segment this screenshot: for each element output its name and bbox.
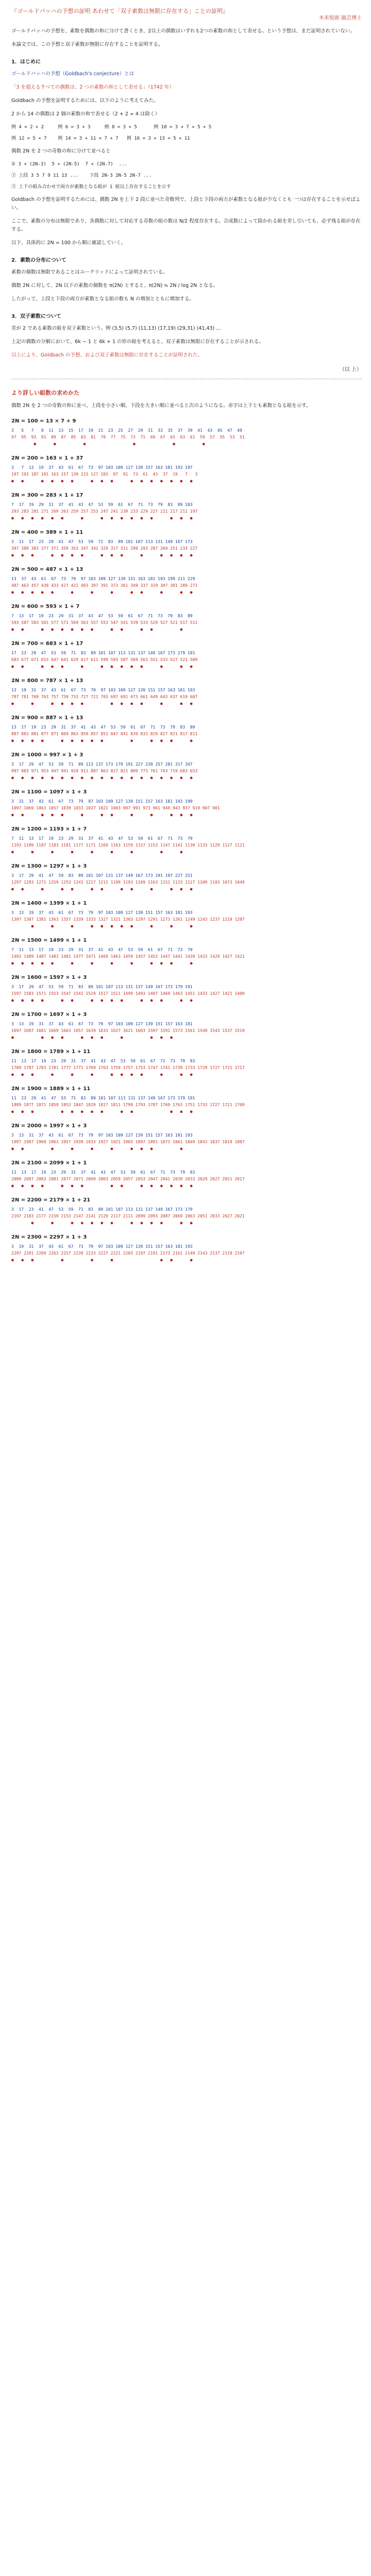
block-line: 例 4 = 2 + 2 例 6 = 3 + 3 例 8 = 3 + 5 例 10 = 3 + 7 = 5 + 5	[11, 125, 212, 130]
prime-pair-markers: ● ● ● ● ● ● ● ● ● ● ● ● ●	[11, 590, 193, 595]
number-section-title: 2N = 800 = 787 × 1 + 13	[11, 678, 83, 684]
number-section-title: 2N = 1400 = 1399 × 1 + 1	[11, 901, 87, 906]
number-section-title: 2N = 500 = 487 × 1 + 13	[11, 567, 83, 572]
number-section-title: 2N = 1700 = 1697 × 1 + 3	[11, 1012, 87, 1018]
prime-pair-markers: ● ● ● ● ● ●	[11, 442, 205, 446]
number-rowset	[11, 538, 362, 558]
upper-number-row: 3 17 23 41 47 53 59 71 83 89 101 107 113 131 137 149 167 173 179	[11, 1207, 193, 1212]
upper-number-row: 11 13 17 19 23 29 31 37 41 43 47 53 59 61 67 71 73 79 83	[11, 1170, 195, 1175]
conclusion-text: 以上により、Goldbach の予想、および双子素数は無限に存在することが証明された。	[11, 352, 203, 358]
number-rowset	[11, 835, 362, 855]
number-rowset	[11, 427, 362, 447]
number-section-title: 2N = 2000 = 1997 × 1 + 3	[11, 1123, 87, 1129]
lower-number-row: 787 781 769 763 757 739 733 727 721 703 697 691 673 661 649 643 637 619 607	[11, 694, 198, 699]
number-rowset	[11, 909, 362, 929]
lower-number-row: 1789 1787 1783 1781 1777 1771 1769 1763 1759 1757 1753 1747 1741 1739 1733 1729 1727 1721 1717	[11, 1065, 245, 1070]
lower-number-row: 487 463 457 439 433 427 421 403 397 391 373 361 349 337 319 307 301 289 271	[11, 583, 198, 588]
upper-number-row: 7 11 13 17 19 23 29 31 37 41 43 47 53 59 61 67 71 73 79	[11, 947, 193, 952]
number-rowset	[11, 761, 362, 781]
prime-pair-markers: ● ● ● ● ● ● ● ● ● ● ● ● ●	[11, 1109, 193, 1114]
prime-pair-markers: ● ● ● ● ● ● ● ● ● ● ● ● ●	[11, 627, 183, 632]
prime-pair-markers: ● ● ● ● ● ● ● ● ● ● ● ● ● ● ● ●	[11, 516, 193, 520]
part3-text-2: 上記の偶数の分解において、6k − 1 と 6k + 1 の形の組を考えると、双子素数は無限に存在することが示される。	[11, 339, 264, 345]
number-section-title: 2N = 1100 = 1097 × 1 + 3	[11, 789, 87, 795]
prime-pair-markers: ● ● ● ● ● ● ● ● ● ● ● ● ● ●	[11, 664, 193, 669]
upper-number-row: 13 17 19 23 29 31 37 41 43 47 53 59 61 67 71 73 79 83 89	[11, 725, 195, 730]
body-text-3: 以下、具体的に 2N = 100 から順に確認していく。	[11, 240, 126, 246]
prime-pair-markers: ● ● ● ● ● ● ● ● ● ● ● ● ● ● ●	[11, 1183, 193, 1188]
upper-number-row: 7 17 19 29 31 37 41 43 47 53 59 61 67 71 73 79 83 89 103	[11, 502, 193, 507]
section1-text-2: 「3 を超えるすべての偶数は、2 つの素数の和として表せる」（1742 年）	[11, 84, 174, 90]
upper-number-row: 11 23 29 41 47 53 71 83 89 101 107 113 131 137 149 167 173 179 191	[11, 1096, 195, 1100]
lower-number-row: 1597 1583 1571 1553 1547 1541 1529 1517 1511 1499 1493 1487 1469 1463 1451 1433 1427 1421 1409	[11, 991, 245, 996]
number-section-title: 2N = 1500 = 1499 × 1 + 1	[11, 938, 87, 943]
part2-text-1: 素数の個数は無限であることはユークリッドによって証明されている。	[11, 269, 168, 275]
lower-number-row: 397 389 383 377 371 359 353 347 341 329 317 311 299 293 287 269 251 233 227	[11, 546, 198, 551]
lower-number-row: 1193 1189 1187 1183 1181 1177 1171 1169 1163 1159 1157 1153 1147 1141 1139 1133 1129 1127 1121	[11, 843, 245, 848]
prime-pair-markers: ● ● ● ● ● ● ● ● ● ● ●	[11, 1035, 173, 1040]
number-section-title: 2N = 900 = 887 × 1 + 13	[11, 715, 83, 721]
lower-number-row: 997 983 971 953 947 941 929 911 887 863 827 821 809 773 761 743 719 683 653	[11, 769, 198, 773]
lower-number-row: 683 677 671 653 647 641 629 617 611 599 593 587 569 563 551 533 527 521 509	[11, 657, 198, 662]
document-author: 木米悦郎 園芸博士	[318, 15, 362, 21]
lower-number-row: 2089 2087 2083 2081 2077 2071 2069 2063 2059 2057 2053 2047 2041 2039 2033 2029 2027 2021 2017	[11, 1177, 245, 1181]
conclusion-sign: （以 上）	[339, 367, 362, 372]
number-rowset	[11, 984, 362, 1004]
number-rowset	[11, 798, 362, 818]
number-rowset	[11, 1132, 362, 1152]
block-line: ① 3 + (2N-3) 5 + (2N-5) 7 + (2N-7) ...	[11, 162, 127, 167]
prime-pair-markers: ● ● ● ● ● ● ● ● ●	[11, 1258, 193, 1262]
number-section-title: 2N = 1200 = 1193 × 1 + 7	[11, 826, 87, 832]
prime-pair-markers: ● ● ● ● ● ● ● ● ● ● ● ● ●	[11, 812, 193, 817]
lower-number-row: 2197 2183 2177 2159 2153 2147 2141 2129 2117 2111 2099 2093 2087 2069 2063 2051 2033 2027 2021	[11, 1214, 245, 1218]
upper-number-row: 13 19 31 37 43 61 67 73 79 97 103 109 127 139 151 157 163 181 193	[11, 688, 195, 692]
lower-number-row: 593 587 583 581 577 571 569 563 557 553 547 541 539 533 529 527 521 517 511	[11, 620, 198, 625]
part2-heading: 2．素数の分布について	[11, 258, 66, 263]
number-section-title: 2N = 1000 = 997 × 1 + 3	[11, 752, 83, 758]
number-section-title: 2N = 1600 = 1597 × 1 + 3	[11, 975, 87, 980]
section1-text-3: Goldbach の予想を証明するためには、以下のように考えてみた。	[11, 98, 159, 104]
part2-text-3: したがって、上段と下段の両方が素数となる組の数も N の増加とともに増加する。	[11, 296, 194, 302]
document-title: 『ゴールドバッハの予想の証明 あわせて「双子素数は無限に存在する」ことの証明』	[11, 8, 229, 14]
number-rowset	[11, 946, 362, 967]
lower-number-row: 1997 1987 1969 1963 1957 1939 1933 1927 1921 1903 1897 1891 1873 1861 1849 1843 1837 1819 1807	[11, 1140, 245, 1144]
number-section-title: 2N = 400 = 389 × 1 + 11	[11, 530, 83, 535]
lower-number-row: 1097 1069 1063 1057 1039 1033 1027 1021 1003 997 991 973 961 949 943 937 919 907 901	[11, 806, 220, 810]
upper-number-row: 3 17 29 47 53 59 71 89 113 137 173 179 191 227 239 257 281 317 347	[11, 762, 193, 767]
number-rowset	[11, 501, 362, 521]
number-rowset	[11, 1095, 362, 1115]
number-rowset	[11, 650, 362, 670]
block-caption-1: 2 から 14 の偶数は 2 個の素数の和で表せる（2 + 2 = 4 は除く）	[11, 111, 160, 117]
intro-paragraph-2: 本論文では、この予想と双子素数が無限に存在することを証明する。	[11, 42, 163, 47]
prime-pair-markers: ● ● ● ● ● ● ● ● ● ● ● ● ● ● ● ●	[11, 479, 193, 483]
body-text-2: ここで、素数の分布は無限であり、各偶数に対して対応する奇数の組の数は N/2 程度存在する。合成数によって除かれる組を差し引いても、必ず残る組が存在する。	[11, 218, 361, 232]
prime-pair-markers: ● ● ● ● ● ● ● ● ● ● ● ● ● ● ● ● ● ● ●	[11, 775, 193, 780]
prime-pair-markers: ● ● ● ● ● ● ● ● ● ●	[11, 1146, 183, 1151]
lower-number-row: 97 95 93 91 89 87 85 83 81 79 77 75 73 71 69 67 65 63 61 59 57 55 53 51	[11, 435, 245, 439]
upper-number-row: 3 5 7 9 11 13 15 17 19 21 23 25 27 29 31 33 35 37 39 41 43 45 47 49	[11, 428, 242, 433]
upper-number-row: 7 11 13 17 19 23 29 31 37 41 43 47 53 59 61 67 71 73 79	[11, 836, 193, 841]
number-section-title: 2N = 1800 = 1789 × 1 + 11	[11, 1049, 91, 1055]
lower-number-row: 1697 1687 1681 1669 1663 1657 1639 1633 1627 1621 1603 1597 1591 1573 1561 1549 1543 1537 1519	[11, 1028, 245, 1033]
lower-number-row: 197 193 187 181 163 157 139 133 127 103 97 91 73 61 43 37 19 7 3	[11, 472, 198, 477]
body-text-1: Goldbach の予想を証明するためには、偶数 2N を上下 2 段に並べた奇数列で、上段と下段の両方が素数となる組が少なくとも一つは存在することを示せばよい。	[11, 197, 361, 211]
part2-text-2: 偶数 2N に対して、2N 以下の素数の個数を π(2N) とすると、π(2N) ≒ 2N / log 2N となる。	[11, 283, 218, 289]
intro-paragraph-1: ゴールドバッハの予想を、素数を偶数の和に分けて書くとき、2以上の偶数はいずれも2つの素数の和として表せる。という予想は、まだ証明されていない。	[11, 28, 355, 34]
upper-number-row: 3 17 29 41 47 59 83 89 101 107 131 137 149 167 173 191 197 227 251	[11, 873, 193, 878]
lower-number-row: 1397 1387 1381 1363 1357 1339 1333 1327 1321 1303 1297 1291 1273 1261 1249 1243 1237 1219 1207	[11, 917, 245, 922]
prime-pair-markers: ● ● ● ● ● ● ● ● ● ● ● ● ●	[11, 701, 193, 706]
block-line: 例 12 = 5 + 7 例 14 = 3 + 11 = 7 + 7 例 16 = 3 + 13 = 5 + 11	[11, 136, 190, 141]
part3-text-1: 差が 2 である素数の組を双子素数という。例 (3,5) (5,7) (11,13) (17,19) (29,31) (41,43) ...	[11, 326, 221, 331]
upper-number-row: 3 13 31 37 43 61 67 73 79 97 103 109 127 139 151 157 163 181 193	[11, 1133, 193, 1138]
number-rowset	[11, 1206, 362, 1226]
appendix-intro: 偶数 2N を 2 つの奇数の和に並べ、上段を小さい順、下段を大きい順に並べると次のようになる。赤字は上下とも素数となる組を示す。	[11, 403, 311, 409]
lower-number-row: 1493 1489 1487 1483 1481 1477 1471 1469 1463 1459 1457 1453 1447 1441 1439 1433 1429 1427 1421	[11, 954, 245, 959]
prime-pair-markers: ● ● ● ● ● ● ● ● ● ● ● ● ●	[11, 961, 193, 965]
block-line: ③ 上下の組み合わせで両方が素数となる組が 1 組以上存在することを示す	[11, 184, 171, 190]
upper-number-row: 11 13 17 19 23 29 31 37 41 43 47 53 59 61 67 71 73 79 83	[11, 1059, 195, 1063]
prime-pair-markers: ● ● ● ● ● ● ● ● ● ● ● ● ●	[11, 1072, 193, 1077]
upper-number-row: 3 13 19 31 37 43 61 67 73 79 97 103 109 127 139 151 157 163 181	[11, 1022, 193, 1026]
upper-number-row: 3 11 17 23 29 41 47 53 59 71 83 89 101 107 113 131 149 167 173	[11, 539, 193, 544]
number-section-title: 2N = 600 = 593 × 1 + 7	[11, 604, 80, 609]
section1-heading: 1．はじめに	[11, 59, 41, 65]
upper-number-row: 3 31 37 43 61 67 73 79 97 103 109 127 139 151 157 163 181 193 199	[11, 799, 193, 804]
number-section-title: 2N = 200 = 163 × 1 + 37	[11, 455, 83, 461]
prime-pair-markers: ● ● ● ● ● ● ● ● ● ● ● ● ● ● ●	[11, 998, 193, 1003]
prime-pair-markers: ● ● ● ● ● ● ● ● ● ● ● ● ● ●	[11, 738, 193, 743]
number-section-title: 2N = 2200 = 2179 × 1 + 21	[11, 1197, 91, 1203]
number-section-title: 2N = 2100 = 2099 × 1 + 1	[11, 1160, 87, 1166]
number-rowset	[11, 872, 362, 892]
number-rowset	[11, 1021, 362, 1041]
number-rowset	[11, 464, 362, 484]
number-section-title: 2N = 1300 = 1297 × 1 + 3	[11, 863, 87, 869]
number-section-title: 2N = 1900 = 1889 × 1 + 11	[11, 1086, 91, 1092]
lower-number-row: 1297 1283 1271 1259 1253 1241 1217 1211 1199 1193 1169 1163 1151 1133 1127 1109 1103 1073 1049	[11, 880, 245, 885]
prime-pair-markers: ● ● ● ● ● ● ● ● ● ● ● ● ● ● ●	[11, 553, 193, 557]
number-rowset	[11, 1058, 362, 1078]
number-section-title: 2N = 100 = 13 × 7 + 9	[11, 418, 76, 424]
number-rowset	[11, 613, 362, 633]
numbered-sections	[11, 418, 362, 1263]
prime-pair-markers: ● ● ● ● ● ● ● ● ● ● ● ● ●	[11, 887, 193, 891]
number-section-title: 2N = 700 = 683 × 1 + 17	[11, 641, 83, 647]
number-rowset	[11, 1243, 362, 1263]
block-line: ② 上段 3 5 7 9 11 13 ... 下段 2N-3 2N-5 2N-7 ...	[11, 173, 152, 178]
number-rowset	[11, 724, 362, 744]
number-section-title: 2N = 2300 = 2297 × 1 + 3	[11, 1234, 87, 1240]
upper-number-row: 3 17 29 47 53 59 71 83 89 101 107 113 131 137 149 167 173 179 191	[11, 985, 193, 989]
upper-number-row: 3 13 19 37 43 61 67 73 79 97 103 109 127 139 151 157 163 181 193	[11, 910, 193, 915]
upper-number-row: 3 19 31 37 43 61 67 73 79 97 103 109 127 139 151 157 163 181 193	[11, 1244, 193, 1249]
number-rowset	[11, 1169, 362, 1189]
prime-pair-markers: ● ● ● ● ● ● ● ● ● ● ●	[11, 924, 193, 928]
upper-number-row: 13 37 43 61 67 73 79 97 103 109 127 139 151 163 181 193 199 211 229	[11, 577, 195, 581]
number-rowset	[11, 687, 362, 707]
number-rowset	[11, 575, 362, 596]
block-caption-2: 偶数 2N を 2 つの奇数の和に分けて並べると	[11, 148, 111, 154]
number-section-title: 2N = 300 = 283 × 1 + 17	[11, 493, 83, 498]
lower-number-row: 293 283 281 271 269 263 259 257 253 247 241 239 233 229 227 221 217 211 197	[11, 509, 198, 514]
appendix-heading: より詳しい組数の求めかた	[11, 389, 79, 396]
part3-heading: 3．双子素数について	[11, 314, 61, 319]
section1-text-1: ゴールドバッハの予想（Goldbach's conjecture）とは	[11, 71, 134, 77]
upper-number-row: 7 13 17 19 23 29 31 37 43 47 53 59 61 67 71 73 79 83 89	[11, 614, 193, 618]
upper-number-row: 17 23 29 47 53 59 71 83 89 101 107 113 131 137 149 167 173 179 191	[11, 651, 195, 655]
lower-number-row: 887 883 881 877 871 869 863 859 857 853 847 841 839 833 829 827 821 817 811	[11, 732, 198, 736]
lower-number-row: 1889 1877 1871 1859 1853 1847 1829 1817 1811 1799 1793 1787 1769 1763 1751 1733 1727 1721 1709	[11, 1103, 245, 1107]
prime-pair-markers: ● ● ● ● ● ● ● ● ●	[11, 850, 183, 854]
prime-pair-markers: ● ● ● ● ● ● ● ● ● ● ● ● ●	[11, 1221, 193, 1225]
lower-number-row: 2297 2281 2269 2263 2257 2239 2233 2227 2221 2203 2197 2191 2173 2161 2149 2143 2137 2119 2107	[11, 1251, 245, 1256]
upper-number-row: 3 7 13 19 37 43 61 67 73 97 103 109 127 139 157 163 181 193 197	[11, 465, 193, 470]
